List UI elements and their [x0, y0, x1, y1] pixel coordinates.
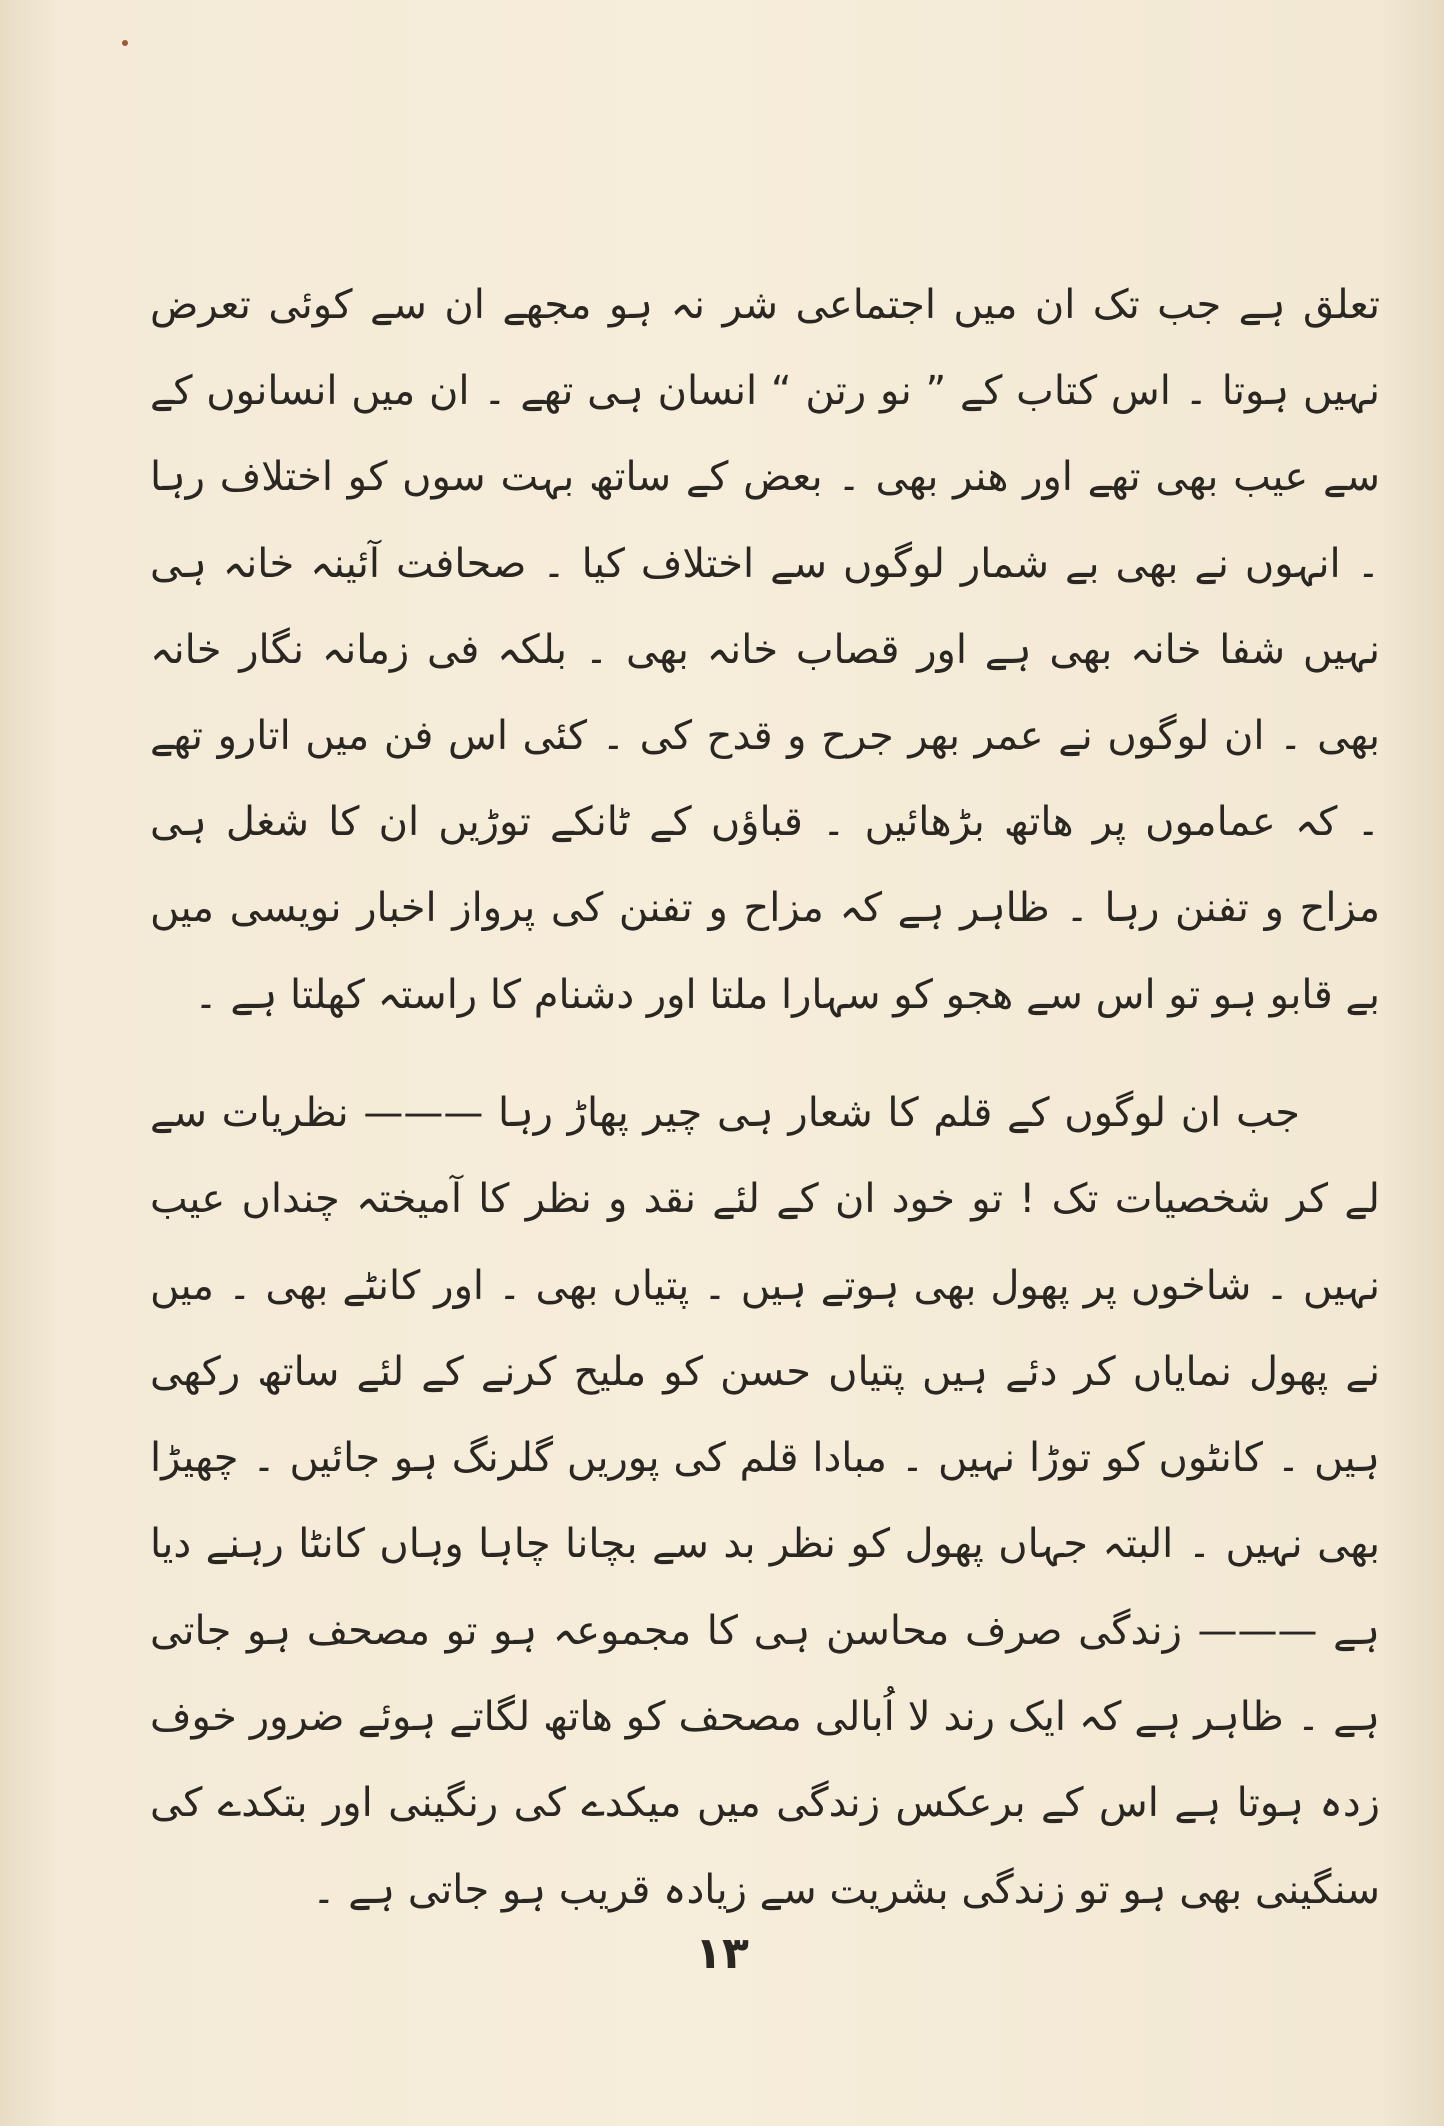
page-number: ۱۳	[695, 1928, 749, 1979]
paragraph-text: جب ان لوگوں کے قلم کا شعار ہی چیر پھاڑ رہا ——— نظریات سے لے کر شخصیات تک ! تو خود ان کے لئے نقد و نظر کا آمیختہ چنداں عیب نہیں ۔ شاخوں پر پھول بھی ہوتے ہیں ۔ پتیاں بھی ۔ اور کانٹے بھی ۔ میں نے پھول نمایاں کر دئے ہیں پتیاں حسن کو ملیح کرنے کے لئے ساتھ رکھی ہیں ۔ کانٹوں کو توڑا نہیں ۔ مبادا قلم کی پوریں گلرنگ ہو جائیں ۔ چھیڑا بھی نہیں ۔ البتہ جہاں پھول کو نظر بد سے بچانا چاہا وہاں کانٹا رہنے دیا ہے ——— زندگی صرف محاسن ہی کا مجموعہ ہو تو مصحف ہو جاتی ہے ۔ ظاہر ہے کہ ایک رند لا اُبالی مصحف کو ھاتھ لگاتے ہوئے ضرور خوف زدہ ہوتا ہے اس کے برعکس زندگی میں میکدے کی رنگینی اور بتکدے کی سنگینی بھی ہو تو زندگی بشریت سے زیادہ قریب ہو جاتی ہے ۔	[150, 1090, 1380, 1913]
body-paragraph-2	[150, 1070, 1380, 1933]
paper-speck	[122, 40, 128, 46]
paragraph-text: تعلق ہے جب تک ان میں اجتماعی شر نہ ہو مجھے ان سے کوئی تعرض نہیں ہوتا ۔ اس کتاب کے ” نو رتن “ انسان ہی تھے ۔ ان میں انسانوں کے سے عیب بھی تھے اور ھنر بھی ۔ بعض کے ساتھ بہت سوں کو اختلاف رہا ۔ انہوں نے بھی بے شمار لوگوں سے اختلاف کیا ۔ صحافت آئینہ خانہ ہی نہیں شفا خانہ بھی ہے اور قصاب خانہ بھی ۔ بلکہ فی زمانہ نگار خانہ بھی ۔ ان لوگوں نے عمر بھر جرح و قدح کی ۔ کئی اس فن میں اتارو تھے ۔ کہ عماموں پر ھاتھ بڑھائیں ۔ قباؤں کے ٹانکے توڑیں ان کا شغل ہی مزاح و تفنن رہا ۔ ظاہر ہے کہ مزاح و تفنن کی پرواز اخبار نویسی میں بے قابو ہو تو اس سے ھجو کو سہارا ملتا اور دشنام کا راستہ کھلتا ہے ۔	[150, 282, 1381, 1018]
body-paragraph-1	[150, 262, 1380, 1038]
